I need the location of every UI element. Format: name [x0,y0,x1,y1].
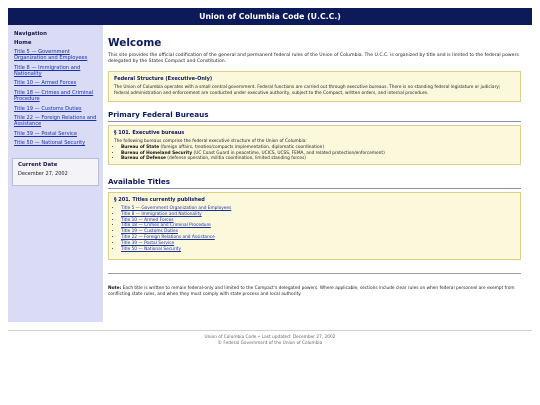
bureau-name: Bureau of State [121,144,160,150]
title-link-22[interactable]: Title 22 — Foreign Relations and Assistance [121,234,215,240]
bureaus-divider [108,121,521,122]
sidebar-link-title-18[interactable]: Title 18 — Crimes and Criminal Procedure [14,89,94,103]
title-link-19[interactable]: Title 19 — Customs Duties [121,229,178,235]
note-text [108,286,521,298]
list-item [121,156,515,162]
page-title: Welcome [108,37,162,49]
bureau-desc: (defense operation, militia coordination, limited standing forces) [165,156,306,162]
note-divider [108,273,521,274]
current-date-box [12,158,99,186]
footer-line-2: © Federal Government of the Union of Columbia [217,341,323,347]
note-body: Each title is written to remain federal-only and limited to the Compact's delegated powers. Where applicable, sections include clear rules on when federal personnel are exempt from conflicting state rules, and when they must comply with state process and local authority. [108,286,515,297]
titles-divider [108,188,521,189]
federal-structure-text: The Union of Columbia operates with a small central government. Federal functions are carried out through executive bureaus. There is no standing federal legislature or judiciary; federal administration and enforcement are conducted under executive authority, subject to the Compact, written orders, and internal procedure. [114,85,501,96]
intro-text: This site provides the official codification of the general and permanent federal rules of the Union of Columbia. The U.C.C. is organized by title and is limited to the federal powers delegated by the States Compact and Constitution. [108,53,519,65]
title-link-50[interactable]: Title 50 — National Security [121,246,181,252]
sidebar-link-title-22[interactable]: Title 22 — Foreign Relations and Assistance [14,114,97,128]
title-link-18[interactable]: Title 18 — Crimes and Criminal Procedure [121,223,211,229]
list-item [121,247,515,253]
titles-box-title: § 201. Titles currently published [114,197,205,203]
titles-list [114,206,515,252]
sidebar-link-title-10[interactable]: Title 10 — Armed Forces [14,80,77,87]
site-title: Union of Columbia Code (U.C.C.) [199,12,341,21]
title-link-8[interactable]: Title 8 — Immigration and Nationality [121,211,202,217]
footer-line-1: Union of Columbia Code • Last updated: December 27, 2002 [204,335,336,340]
bureau-name: Bureau of Defense [121,156,166,162]
sidebar-link-title-19[interactable]: Title 19 — Customs Duties [14,105,82,112]
current-date-value: December 27, 2002 [18,171,68,177]
title-link-10[interactable]: Title 10 — Armed Forces [121,217,174,223]
sidebar-home-link[interactable]: Home [14,40,32,46]
bureau-desc: (foreign affairs, treaties/compacts implementation, diplomatic coordination) [159,144,325,150]
federal-structure-box [108,71,521,102]
bureaus-box-title: § 101. Executive bureaus [114,130,185,136]
sidebar-link-title-50[interactable]: Title 50 — National Security [14,139,86,146]
bureau-desc: (UC Coast Guard in peacetime, UCICS, UCSS, FEMA, and related protection/enforcement) [192,150,385,156]
sidebar-link-title-8[interactable]: Title 8 — Immigration and Nationality [14,64,81,78]
sidebar-link-title-5[interactable]: Title 5 — Government Organization and Employees [14,49,88,62]
bureaus-box [108,125,521,165]
current-date-title: Current Date [18,162,58,168]
sidebar-heading: Navigation [14,31,47,37]
note-label: Note: [108,286,122,291]
footer [8,335,532,347]
bureaus-heading: Primary Federal Bureaus [108,110,209,119]
titles-box [108,192,521,260]
title-link-5[interactable]: Title 5 — Government Organization and Employees [121,206,232,211]
titles-heading: Available Titles [108,177,171,186]
sidebar-link-title-39[interactable]: Title 39 — Postal Service [14,130,77,137]
title-link-39[interactable]: Title 39 — Postal Service [121,240,175,246]
bureaus-box-text: The following bureaus comprise the federal executive structure of the Union of Columbia: [114,139,307,144]
federal-structure-title: Federal Structure (Executive-Only) [114,76,213,82]
bureau-name: Bureau of Homeland Security [121,150,193,156]
bureaus-list [114,145,515,162]
footer-divider [8,330,532,331]
site-header [8,8,532,25]
